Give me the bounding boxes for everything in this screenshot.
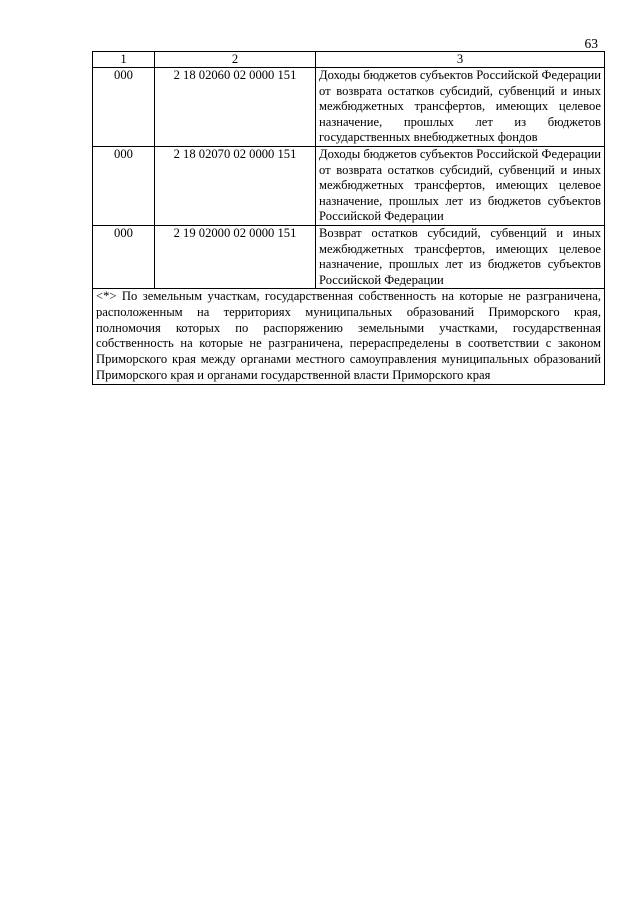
table-header-row	[93, 52, 605, 68]
revenue-name-cell: Возврат остатков субсидий, субвенций и иных межбюджетных трансфертов, имеющих целевое назначение, прошлых лет из бюджетов субъектов Российской Федерации	[316, 225, 605, 288]
admin-code-cell: 000	[93, 146, 155, 225]
footnote-row	[93, 289, 605, 384]
kbk-code-cell: 2 19 02000 02 0000 151	[155, 225, 316, 288]
revenue-codes-table	[92, 51, 605, 385]
kbk-code-cell: 2 18 02060 02 0000 151	[155, 68, 316, 147]
column-header-3: 3	[316, 52, 605, 68]
revenue-name-cell: Доходы бюджетов субъектов Российской Федерации от возврата остатков субсидий, субвенций и иных межбюджетных трансфертов, имеющих целевое назначение, прошлых лет из бюджетов государственных внебюджетных фондов	[316, 68, 605, 147]
admin-code-cell: 000	[93, 68, 155, 147]
footnote-text: <*> По земельным участкам, государственная собственность на которые не разграничена, расположенным на территориях муниципальных образований Приморского края, полномочия которых по распоряжению земельными участками, государственная собственность на которые не разграничена, перераспределены в соответствии с законом Приморского края между органами местного самоуправления муниципальных образований Приморского края и органами государственной власти Приморского края	[93, 289, 605, 384]
column-header-1: 1	[93, 52, 155, 68]
table-row	[93, 225, 605, 288]
kbk-code-cell: 2 18 02070 02 0000 151	[155, 146, 316, 225]
admin-code-cell: 000	[93, 225, 155, 288]
page-number: 63	[584, 36, 598, 51]
revenue-name-cell: Доходы бюджетов субъектов Российской Федерации от возврата остатков субсидий, субвенций и иных межбюджетных трансфертов, имеющих целевое назначение, прошлых лет из бюджетов субъектов Российской Федерации	[316, 146, 605, 225]
table-row	[93, 146, 605, 225]
column-header-2: 2	[155, 52, 316, 68]
table-row	[93, 68, 605, 147]
